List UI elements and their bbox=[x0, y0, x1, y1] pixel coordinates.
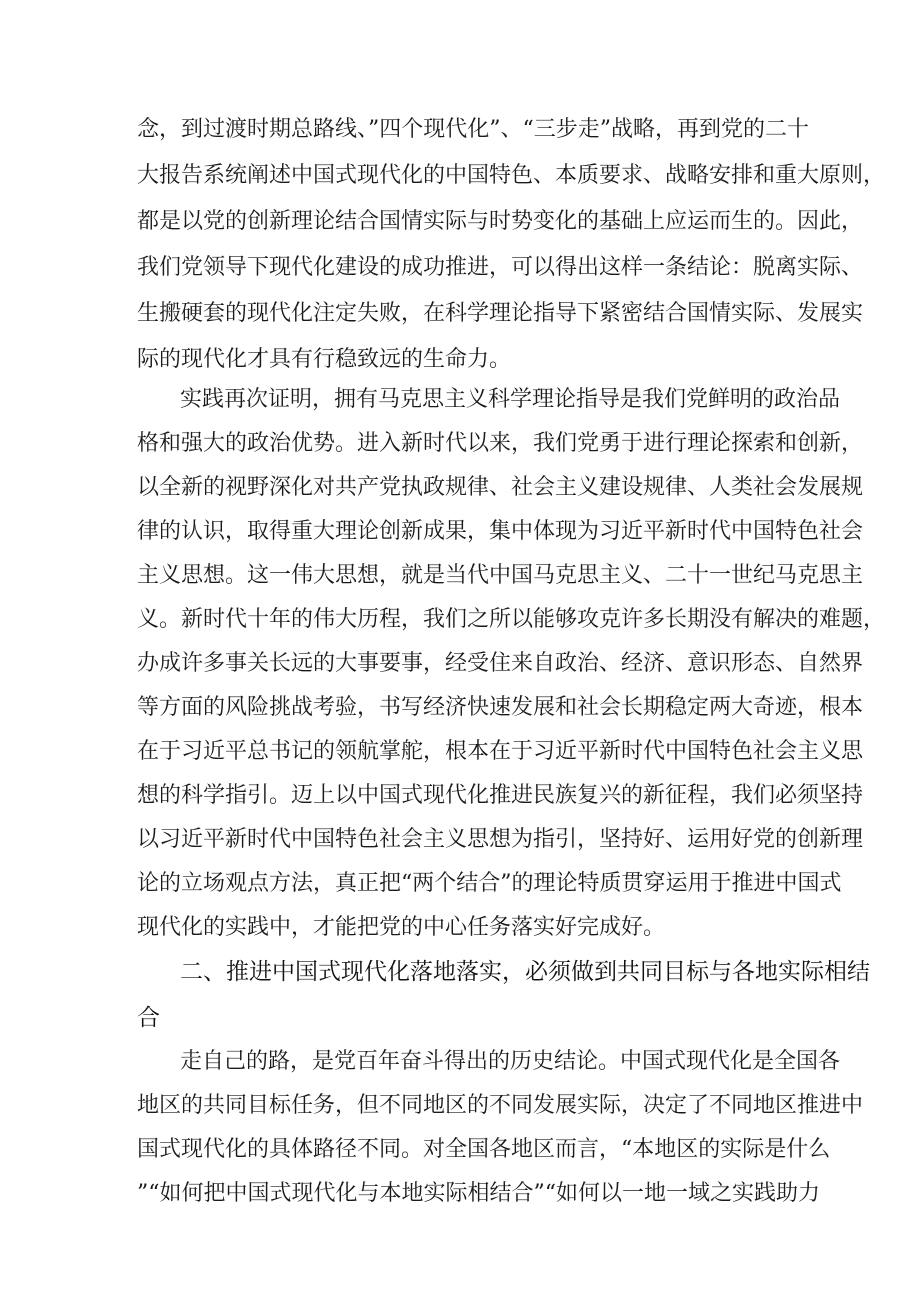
paragraph-3-line-1: 走自己的路，是党百年奋斗得出的历史结论。中国式现代化是全国各 bbox=[180, 1049, 841, 1074]
paragraph-2-line-8: 等方面的风险挑战考验，书写经济快速发展和社会长期稳定两大奇迹，根本 bbox=[137, 695, 864, 720]
paragraph-3-line-4: ”“如何把中国式现代化与本地实际相结合”“如何以一地一域之实践助力 bbox=[137, 1181, 820, 1206]
paragraph-3-line-3: 国式现代化的具体路径不同。对全国各地区而言，“本地区的实际是什么 bbox=[137, 1137, 831, 1162]
paragraph-2-line-3: 以全新的视野深化对共产党执政规律、社会主义建设规律、人类社会发展规 bbox=[137, 475, 864, 500]
paragraph-1-line-4: 我们党领导下现代化建设的成功推进，可以得出这样一条结论：脱离实际、 bbox=[137, 255, 864, 280]
paragraph-1-line-1: 念，到过渡时期总路线、”四个现代化”、“三步走”战略，再到党的二十 bbox=[137, 117, 809, 142]
paragraph-2-line-13: 现代化的实践中，才能把党的中心任务落实好完成好。 bbox=[137, 915, 666, 940]
paragraph-1-line-3: 都是以党的创新理论结合国情实际与时势变化的基础上应运而生的。因此， bbox=[137, 209, 864, 234]
paragraph-2-line-9: 在于习近平总书记的领航掌舵，根本在于习近平新时代中国特色社会主义思 bbox=[137, 739, 864, 764]
section-heading-2-line-2: 合 bbox=[137, 1005, 160, 1031]
paragraph-2-line-6: 义。新时代十年的伟大历程，我们之所以能够攻克许多长期没有解决的难题， bbox=[137, 607, 886, 632]
section-heading-2-line-1: 二、推进中国式现代化落地落实，必须做到共同目标与各地实际相结 bbox=[180, 959, 870, 985]
paragraph-2-line-4: 律的认识，取得重大理论创新成果，集中体现为习近平新时代中国特色社会 bbox=[137, 519, 864, 544]
paragraph-2-line-11: 以习近平新时代中国特色社会主义思想为指引，坚持好、运用好党的创新理 bbox=[137, 827, 864, 852]
paragraph-2-line-1: 实践再次证明，拥有马克思主义科学理论指导是我们党鲜明的政治品 bbox=[180, 387, 841, 412]
paragraph-1-line-6: 际的现代化才具有行稳致远的生命力。 bbox=[137, 347, 512, 372]
paragraph-3-line-2: 地区的共同目标任务，但不同地区的不同发展实际，决定了不同地区推进中 bbox=[137, 1093, 864, 1118]
paragraph-1-line-2: 大报告系统阐述中国式现代化的中国特色、本质要求、战略安排和重大原则， bbox=[137, 163, 886, 188]
paragraph-2-line-12: 论的立场观点方法，真正把“两个结合”的理论特质贯穿运用于推进中国式 bbox=[137, 871, 842, 896]
paragraph-2-line-7: 办成许多事关长远的大事要事，经受住来自政治、经济、意识形态、自然界 bbox=[137, 651, 864, 676]
paragraph-2-line-10: 想的科学指引。迈上以中国式现代化推进民族复兴的新征程，我们必须坚持 bbox=[137, 783, 864, 808]
paragraph-2-line-5: 主义思想。这一伟大思想，就是当代中国马克思主义、二十一世纪马克思主 bbox=[137, 563, 864, 588]
paragraph-1-line-5: 生搬硬套的现代化注定失败，在科学理论指导下紧密结合国情实际、发展实 bbox=[137, 301, 864, 326]
paragraph-2-line-2: 格和强大的政治优势。进入新时代以来，我们党勇于进行理论探索和创新， bbox=[137, 431, 864, 456]
